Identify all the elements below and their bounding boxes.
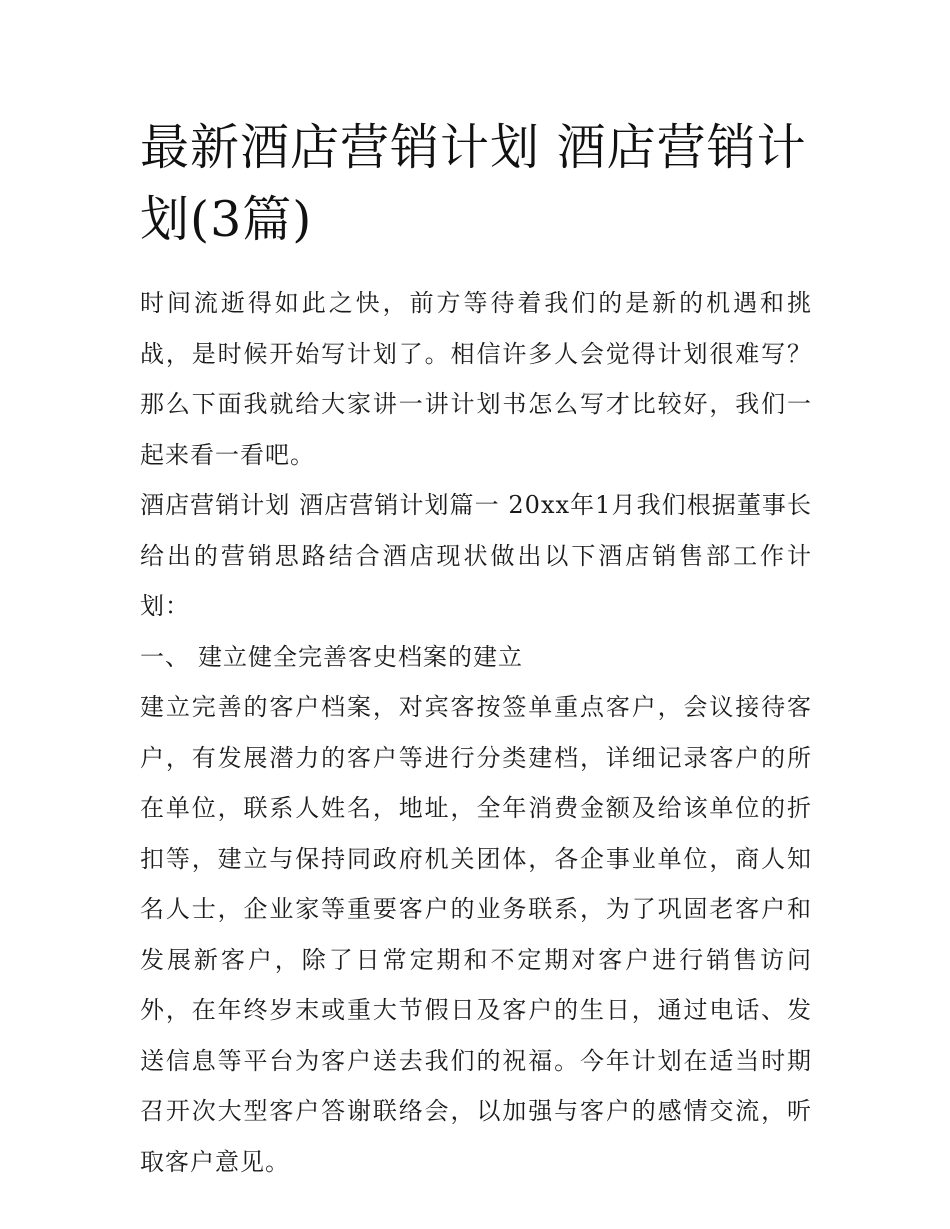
section-1-body: 建立完善的客户档案，对宾客按签单重点客户，会议接待客户，有发展潜力的客户等进行分类建档，详细记录客户的所在单位，联系人姓名，地址，全年消费金额及给该单位的折扣等，建立与保持同政府机关团体，各企事业单位，商人知名人士，企业家等重要客户的业务联系，为了巩固老客户和发展新客户，除了日常定期和不定期对客户进行销售访问外，在年终岁末或重大节假日及客户的生日，通过电话、发送信息等平台为客户送去我们的祝福。今年计划在适当时期召开次大型客户答谢联络会，以加强与客户的感情交流，听取客户意见。: [140, 693, 812, 1176]
section-1-number: 一、: [140, 642, 190, 671]
section-1-heading: [140, 632, 812, 683]
document-page: [140, 112, 812, 1187]
intro-paragraph: 时间流逝得如此之快，前方等待着我们的是新的机遇和挑战，是时候开始写计划了。相信许多人会觉得计划很难写？那么下面我就给大家讲一讲计划书怎么写才比较好，我们一起来看一看吧。: [140, 289, 812, 469]
opening-paragraph: 酒店营销计划 酒店营销计划篇一 20xx年1月我们根据董事长给出的营销思路结合酒店现状做出以下酒店销售部工作计划：: [140, 491, 812, 620]
section-1-heading-text: 建立健全完善客史档案的建立: [198, 642, 523, 671]
document-title: 最新酒店营销计划 酒店营销计划(3篇): [140, 119, 807, 248]
